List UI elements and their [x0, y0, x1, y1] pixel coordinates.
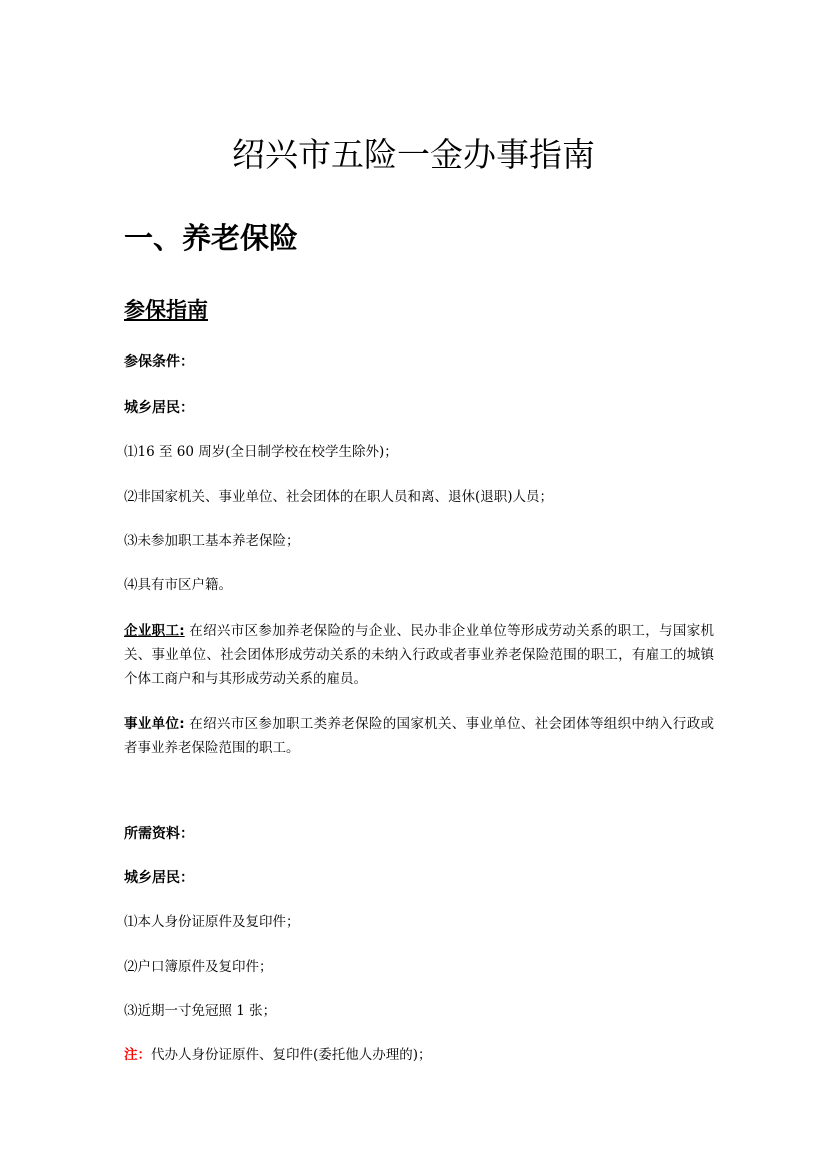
note-label: 注：: [124, 1047, 151, 1063]
institution-paragraph: [124, 712, 714, 760]
note-text: 代办人身份证原件、复印件(委托他人办理的)；: [151, 1047, 432, 1063]
materials-residents-label: 城乡居民：: [124, 870, 194, 886]
material-item-1: ⑴本人身份证原件及复印件；: [124, 914, 300, 930]
document-title: 绍兴市五险一金办事指南: [232, 135, 595, 174]
condition-item-3: ⑶未参加职工基本养老保险；: [124, 533, 300, 549]
enterprise-employee-lead: 企业职工:: [124, 623, 185, 639]
enterprise-employee-paragraph: [124, 619, 714, 691]
subheading-enrollment-guide: 参保指南: [124, 298, 208, 322]
condition-item-1: ⑴16 至 60 周岁(全日制学校在校学生除外)；: [124, 444, 398, 460]
material-item-3: ⑶近期一寸免冠照 1 张；: [124, 1003, 277, 1019]
enterprise-employee-text: 在绍兴市区参加养老保险的与企业、民办非企业单位等形成劳动关系的职工，与国家机关、事业单位、社会团体形成劳动关系的未纳入行政或者事业养老保险范围的职工，有雇工的城镇个体工商户和与其形成劳动关系的雇员。: [124, 623, 715, 687]
institution-text: 在绍兴市区参加职工类养老保险的国家机关、事业单位、社会团体等组织中纳入行政或者事业养老保险范围的职工。: [124, 716, 715, 756]
conditions-label: 参保条件：: [124, 354, 194, 370]
materials-note: [124, 1045, 432, 1065]
condition-item-4: ⑷具有市区户籍。: [124, 577, 232, 593]
condition-item-2: ⑵非国家机关、事业单位、社会团体的在职人员和离、退休(退职)人员；: [124, 489, 554, 505]
section-heading-pension: 一、养老保险: [124, 221, 299, 255]
materials-label: 所需资料：: [124, 826, 194, 842]
institution-lead: 事业单位:: [124, 716, 185, 732]
conditions-residents-label: 城乡居民：: [124, 400, 194, 416]
material-item-2: ⑵户口簿原件及复印件；: [124, 959, 273, 975]
